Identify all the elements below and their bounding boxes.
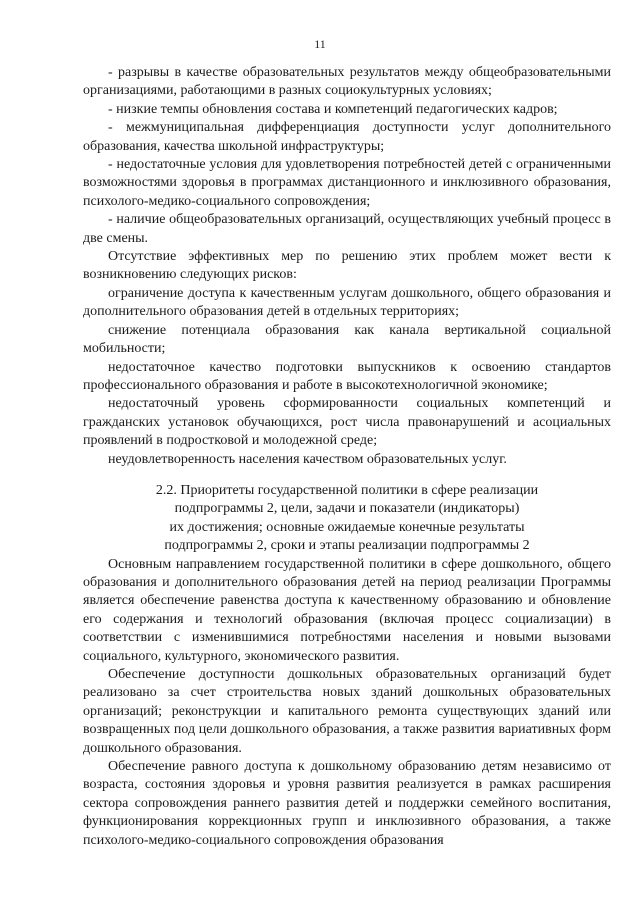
risk-item: ограничение доступа к качественным услугам дошкольного, общего образования и дополнительного образования детей в отдельных территориях; xyxy=(83,285,611,320)
list-item: - недостаточные условия для удовлетворения потребностей детей с ограниченными возможностями здоровья в программах дистанционного и инклюзивного образования, психолого-медико-социального сопровождения; xyxy=(83,157,611,209)
page-content xyxy=(83,64,611,850)
section-heading-line: подпрограммы 2, цели, задачи и показатели (индикаторы) xyxy=(174,501,520,517)
section-heading xyxy=(83,482,611,556)
section-heading-line: их достижения; основные ожидаемые конечные результаты xyxy=(169,519,525,535)
section-heading-line: подпрограммы 2, сроки и этапы реализации подпрограммы 2 xyxy=(164,538,530,554)
section-heading-line: 2.2. Приоритеты государственной политики в сфере реализации xyxy=(155,482,539,498)
list-item: - разрывы в качестве образовательных результатов между общеобразовательными организациями, работающими в разных социокультурных условиях; xyxy=(83,65,611,99)
list-item: - наличие общеобразовательных организаций, осуществляющих учебный процесс в две смены. xyxy=(83,212,611,246)
list-item: - межмуниципальная дифференциация доступности услуг дополнительного образования, качества школьной инфраструктуры; xyxy=(83,120,611,154)
risk-item: неудовлетворенность населения качеством образовательных услуг. xyxy=(108,451,507,467)
list-item: - низкие темпы обновления состава и компетенций педагогических кадров; xyxy=(108,101,558,117)
body-paragraph: Основным направлением государственной политики в сфере дошкольного, общего образования и дополнительного образования детей на период реализации Программы является обеспечение равенства доступа к качественному образованию и обновление его содержания и технологий образования (включая процесс социализации) в соответствии с изменившимися потребностями населения и новыми вызовами социального, культурного, экономического развития. xyxy=(83,556,611,664)
section-gap xyxy=(83,469,611,482)
risk-item: недостаточный уровень сформированности социальных компетенций и гражданских установок обучающихся, рост числа правонарушений и асоциальных проявлений в подростковой и молодежной среде; xyxy=(83,396,611,449)
page-number: 11 xyxy=(314,37,326,51)
body-paragraph: Обеспечение доступности дошкольных образовательных организаций будет реализовано за счет строительства новых зданий дошкольных образовательных организаций; реконструкции и капитального ремонта существующих зданий или возвращенных под цели дошкольного образования, а также развития вариативных форм дошкольного образования. xyxy=(83,667,611,756)
risk-item: снижение потенциала образования как канала вертикальной социальной мобильности; xyxy=(83,322,611,357)
risk-item: недостаточное качество подготовки выпускников к освоению стандартов профессионального образования и работе в высокотехнологичной экономике; xyxy=(83,359,611,393)
risks-intro: Отсутствие эффективных мер по решению этих проблем может вести к возникновению следующих рисков: xyxy=(83,249,611,283)
body-paragraph: Обеспечение равного доступа к дошкольному образованию детям независимо от возраста, состояния здоровья и уровня развития реализуется в рамках расширения сектора сопровождения раннего развития детей и поддержки семейного воспитания, функционирования коррекционных групп и инклюзивного образования, а также психолого-медико-социального сопровождения образования xyxy=(83,759,611,848)
